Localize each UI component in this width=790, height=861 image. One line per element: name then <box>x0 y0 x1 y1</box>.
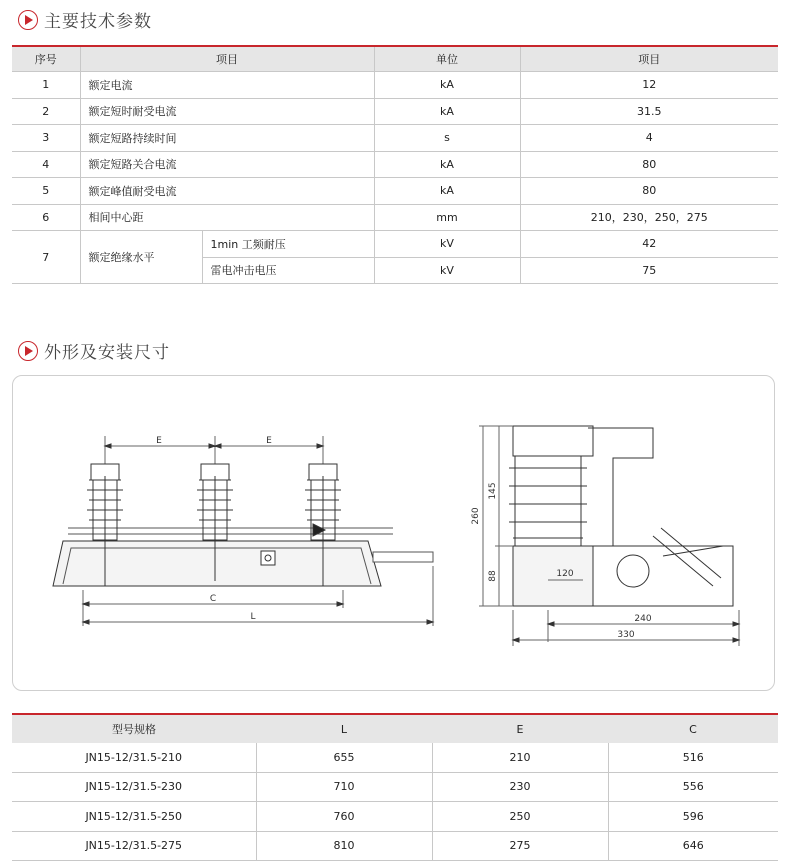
dim-240-label: 240 <box>634 614 652 624</box>
cell-e: 210 <box>432 743 608 772</box>
cell-subitem: 1min 工频耐压 <box>202 231 374 258</box>
header-model: 型号规格 <box>12 715 256 743</box>
cell-e: 250 <box>432 802 608 832</box>
cell-c: 596 <box>608 802 778 832</box>
cell-model: JN15-12/31.5-230 <box>12 772 256 802</box>
cell-no: 1 <box>12 72 80 99</box>
cell-c: 646 <box>608 831 778 861</box>
cell-unit: kA <box>374 151 520 178</box>
cell-item: 额定峰值耐受电流 <box>80 178 374 205</box>
dim-120-label: 120 <box>556 569 574 579</box>
table-row <box>12 231 778 258</box>
cell-subitem: 雷电冲击电压 <box>202 257 374 284</box>
dimension-drawing <box>13 376 774 690</box>
cell-value: 75 <box>520 257 778 284</box>
play-circle-icon <box>18 10 38 30</box>
dim-88-label: 88 <box>488 570 498 582</box>
spec-table <box>12 47 778 284</box>
model-table <box>12 715 778 861</box>
section-heading-specs <box>18 7 152 32</box>
cell-unit: mm <box>374 204 520 231</box>
cell-item: 额定短路关合电流 <box>80 151 374 178</box>
table-header-row <box>12 715 778 743</box>
cell-l: 655 <box>256 743 432 772</box>
cell-unit: kA <box>374 72 520 99</box>
cell-value: 80 <box>520 178 778 205</box>
section-heading-dimensions <box>18 338 170 363</box>
dim-e-label: E <box>156 436 162 446</box>
table-row <box>12 72 778 99</box>
cell-model: JN15-12/31.5-275 <box>12 831 256 861</box>
cell-unit: kA <box>374 178 520 205</box>
table-header-row <box>12 47 778 72</box>
front-view <box>53 436 433 626</box>
table-row <box>12 204 778 231</box>
table-row <box>12 125 778 152</box>
cell-item: 相间中心距 <box>80 204 374 231</box>
cell-value: 12 <box>520 72 778 99</box>
table-row <box>12 802 778 832</box>
dim-l-label: L <box>250 612 256 622</box>
cell-e: 230 <box>432 772 608 802</box>
dim-e-label: E <box>266 436 272 446</box>
dim-145-label: 145 <box>488 482 498 500</box>
cell-no: 6 <box>12 204 80 231</box>
cell-model: JN15-12/31.5-210 <box>12 743 256 772</box>
header-no: 序号 <box>12 47 80 72</box>
dim-330-label: 330 <box>617 630 635 640</box>
table-row <box>12 178 778 205</box>
side-view <box>471 426 739 646</box>
cell-item: 额定短时耐受电流 <box>80 98 374 125</box>
cell-e: 275 <box>432 831 608 861</box>
cell-unit: kV <box>374 231 520 258</box>
cell-value: 42 <box>520 231 778 258</box>
header-c: C <box>608 715 778 743</box>
header-item: 项目 <box>80 47 374 72</box>
table-row <box>12 98 778 125</box>
cell-model: JN15-12/31.5-250 <box>12 802 256 832</box>
cell-c: 556 <box>608 772 778 802</box>
cell-l: 760 <box>256 802 432 832</box>
table-row <box>12 831 778 861</box>
cell-no: 2 <box>12 98 80 125</box>
cell-unit: kV <box>374 257 520 284</box>
table-row <box>12 772 778 802</box>
cell-value: 210，230，250，275 <box>520 204 778 231</box>
cell-item: 额定短路持续时间 <box>80 125 374 152</box>
cell-no: 4 <box>12 151 80 178</box>
cell-value: 80 <box>520 151 778 178</box>
header-l: L <box>256 715 432 743</box>
dim-260-label: 260 <box>471 507 481 525</box>
table-row <box>12 743 778 772</box>
cell-value: 31.5 <box>520 98 778 125</box>
header-e: E <box>432 715 608 743</box>
section-title: 外形及安装尺寸 <box>44 343 170 363</box>
header-unit: 单位 <box>374 47 520 72</box>
cell-item: 额定绝缘水平 <box>80 231 202 284</box>
cell-no: 3 <box>12 125 80 152</box>
header-value: 项目 <box>520 47 778 72</box>
table-row <box>12 151 778 178</box>
cell-unit: s <box>374 125 520 152</box>
section-title: 主要技术参数 <box>44 12 152 32</box>
play-circle-icon <box>18 341 38 361</box>
cell-unit: kA <box>374 98 520 125</box>
cell-item: 额定电流 <box>80 72 374 99</box>
cell-l: 810 <box>256 831 432 861</box>
drawing-frame <box>12 375 775 691</box>
cell-l: 710 <box>256 772 432 802</box>
cell-no: 5 <box>12 178 80 205</box>
dim-c-label: C <box>209 594 217 604</box>
cell-value: 4 <box>520 125 778 152</box>
cell-no: 7 <box>12 231 80 284</box>
cell-c: 516 <box>608 743 778 772</box>
